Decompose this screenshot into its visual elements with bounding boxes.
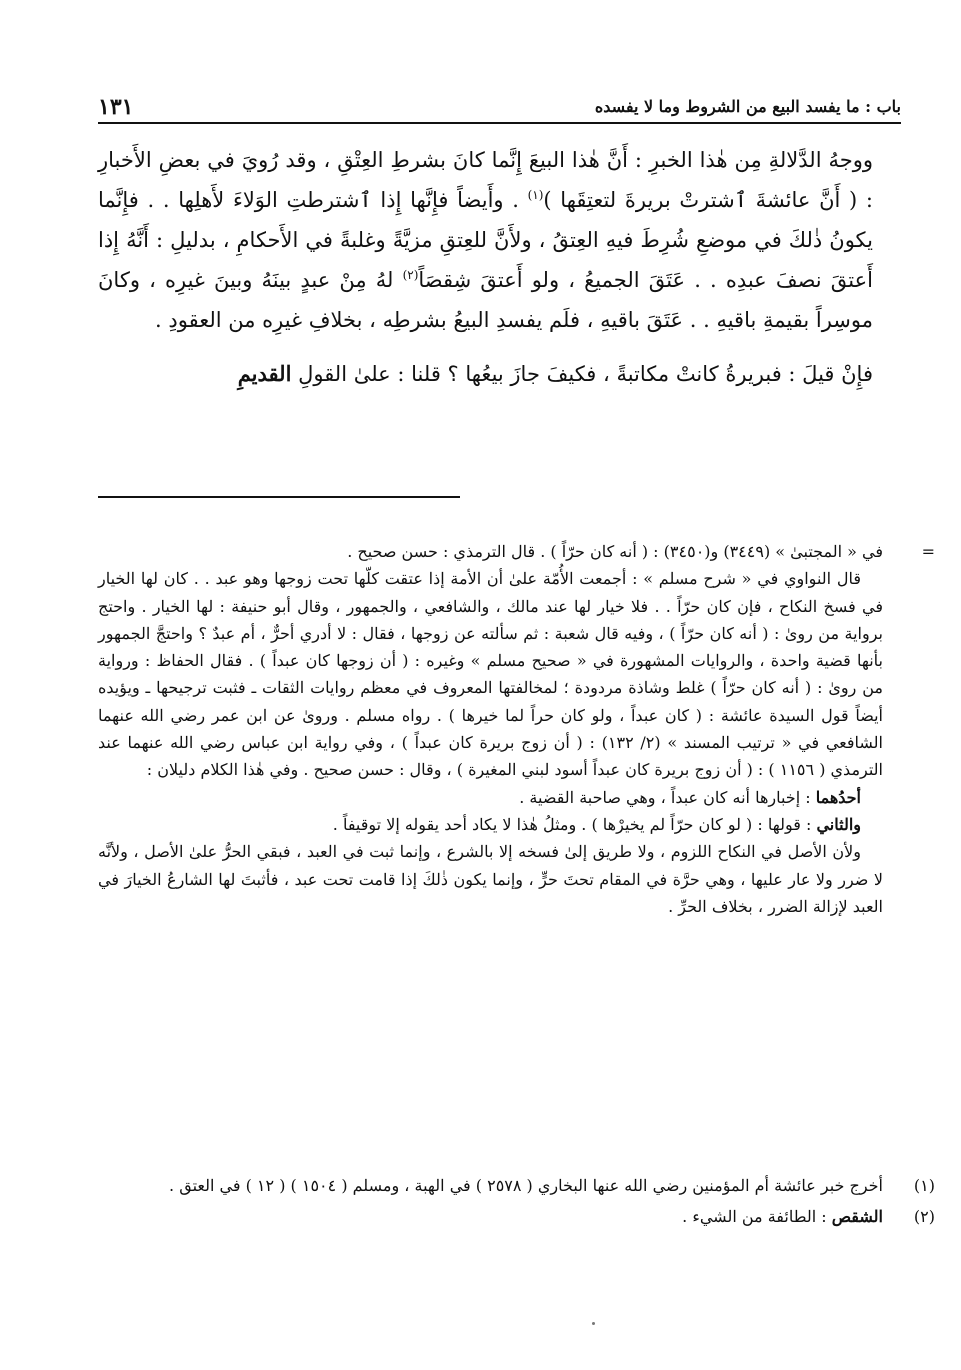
paragraph-1-part-a: ووجهُ الدَّلالةِ مِن هٰذا الخبرِ : أَنَّ هٰذا البيعَ إِنَّما كانَ بشرطِ العِتْقِ ، وقد رُويَ في بعضِ الأَخبارِ : ( أَنَّ عائشةَ ٱشترتْ بريرةَ لتعتِقَها ) — [98, 148, 873, 212]
paragraph-1 — [98, 140, 873, 340]
footnote-ref-2[interactable]: (٢) — [402, 268, 419, 282]
footnotes — [98, 1172, 935, 1235]
second-evidence-text: : قولها : ( لو كان حرّاً لم يخيرْها ) . ومثلُ هٰذا لا يكاد أحد يقوله إلا توقيفاً . — [332, 814, 817, 834]
footnote-text: أخرج خبر عائشة أم المؤمنين رضي الله عنها البخاري ( ٢٥٧٨ ) في الهبة ، ومسلم ( ١٥٠٤ ) ( ١٢ ) في العتق . — [169, 1176, 883, 1195]
footnote-1 — [98, 1172, 935, 1199]
main-text — [98, 140, 873, 394]
first-evidence-label: أحدُهما — [815, 787, 861, 807]
paragraph-1-part-c: لهُ مِنْ عبدٍ بينَهُ وبينَ غيرِه ، وكانَ موسِراً بقيمةِ باقيهِ . . عَتَقَ باقيهِ ، فلَم يفسدِ البيعُ بشرطِه ، بخلافِ غيرِه من العقودِ . — [98, 268, 873, 332]
continued-footnote — [98, 538, 935, 920]
continued-p4 — [98, 811, 883, 838]
footnote-term: الشقص — [831, 1207, 883, 1227]
paragraph-2-part-a: فإِنْ قيلَ : فبريرةُ كانتْ مكاتبةً ، فكيفَ جازَ بيعُها ؟ قلنا : علىٰ القولِ — [291, 362, 873, 386]
continued-p2: قال النواوي في « شرح مسلم » : أجمعت الأُمّة علىٰ أن الأمة إذا عتقت كلّها تحت زوجها وهو عبد . . كان لها الخيار في فسخ النكاح ، فإن كان حرّاً . . فلا خيار لها عند مالك ، والشافعي ، والجمهور ، وقال أبو حنيفة : لها الخيار . واحتج برواية من روىٰ : ( أنه كان حرّاً ) ، وفيه قال شعبة : ثم سألته عن زوجها ، فقال : لا أدري أحرٌّ ، أم عبدٌ ؟ واحتجَّ الجمهور بأنها قضية واحدة ، والروايات المشهورة في « صحيح مسلم » وغيره : ( أن زوجها كان عبداً ) . فقال الحفاظ : ورواية من روىٰ : ( أنه كان حرّاً ) غلط وشاذة مردودة ؛ لمخالفتها المعروف في معظم روايات الثقات ـ فثبت ترجيحها ـ ويؤيده أيضاً قول السيدة عائشة : ( كان عبداً ، ولو كان حراً لما خيرها ) . رواه مسلم . وروىٰ عن ابن عمر رضي الله عنهما الشافعي في « ترتيب المسند » (٢/ ١٣٢) : ( أن زوج بريرة كان عبداً ) ، وفي رواية ابن عباس رضي الله عنهما عند الترمذي ( ١١٥٦ ) : ( أن زوج بريرة كان عبداً أسود لبني المغيرة ) ، وقال : حسن صحيح . وفي هٰذا الكلام دليلان : — [98, 569, 883, 780]
continued-p5: ولأن الأصل في النكاح اللزوم ، ولا طريق إلىٰ فسخه إلا بالشرع ، وإنما ثبت في العبد ، فبقي الحرُّ علىٰ الأصل ، ولأنَّه لا ضرر ولا عار عليها ، وهي حرَّة في المقام تحتَ حرٍّ ، وإنما يكون ذٰلكَ إذا قامت تحت عبد ، فأثبتَ لها الشارعُ الخيارَ في العبد لإزالة الضرر ، بخلاف الحرِّ . — [98, 842, 883, 916]
paragraph-1-part-b: . وأَيضاً فإِنَّها إِذا ٱشترطتِ الوَلاءَ لأَهلِها . . فإِنَّما يكونُ ذٰلكَ في موضعِ شُرِطَ فيهِ العِتقُ ، ولأَنَّ للعِتقِ مزيَّةً وغلبةً في الأَحكامِ ، بدليلِ : أَنَّهُ إِذا أَعتقَ نصفَ عبدِه . . عَتَقَ الجميعُ ، ولو أَعتقَ شِقصَاً — [98, 188, 873, 292]
footnote-2 — [98, 1203, 935, 1230]
continued-p1: في « المجتبىٰ » (٣٤٤٩) و(٣٤٥٠) : ( أنه كان حرّاً ) . قال الترمذي : حسن صحيح . — [347, 542, 883, 561]
continued-p3 — [98, 784, 883, 811]
scan-speck — [592, 1322, 595, 1325]
paragraph-2 — [98, 354, 873, 394]
continuation-mark: = — [921, 542, 935, 561]
chapter-title: باب : ما يفسد البيع من الشروط وما لا يفسده — [594, 97, 901, 116]
footnote-divider — [98, 496, 460, 498]
footnote-text: : الطائفة من الشيء . — [682, 1207, 832, 1227]
page-number: ١٣١ — [98, 94, 134, 120]
footnote-number: (١) — [913, 1176, 935, 1195]
running-header — [98, 86, 901, 124]
footnote-number: (٢) — [913, 1207, 935, 1227]
second-evidence-label: والثاني — [816, 814, 861, 834]
footnote-ref-1[interactable]: (١) — [527, 188, 544, 202]
first-evidence-text: : إخبارها أنه كان عبداً ، وهي صاحبة القضية . — [519, 787, 816, 807]
paragraph-2-bold: القديمِ — [237, 361, 292, 386]
